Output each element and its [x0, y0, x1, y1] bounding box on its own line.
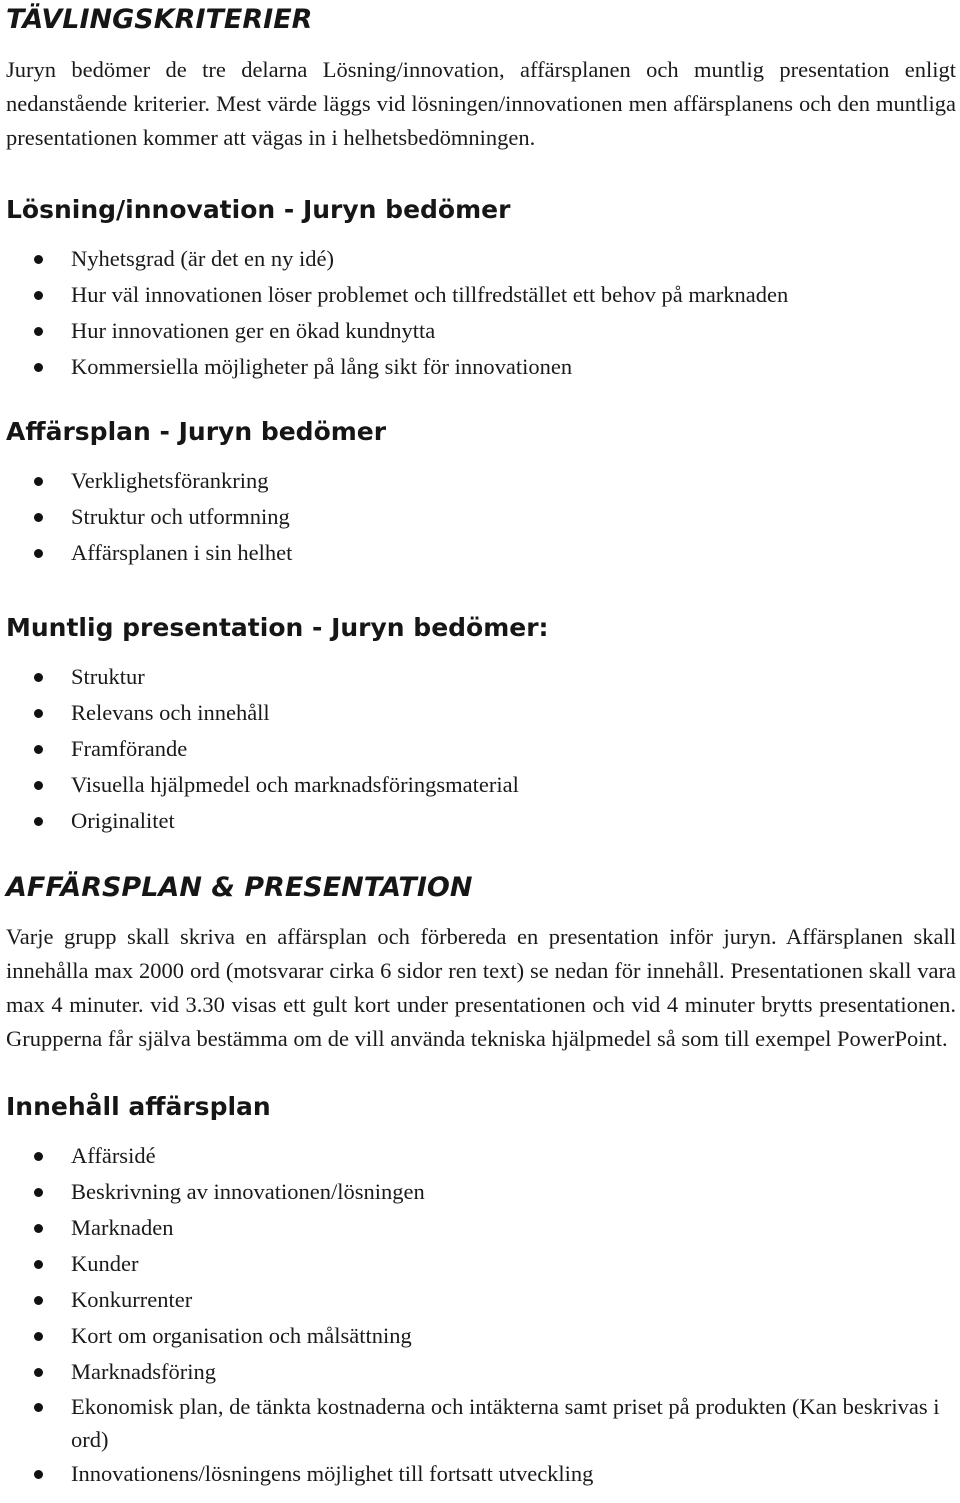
bullet-icon	[34, 1188, 43, 1197]
list-item: Beskrivning av innovationen/lösningen	[6, 1174, 956, 1210]
list-item: Affärsplanen i sin helhet	[6, 535, 956, 571]
bullet-icon	[34, 673, 43, 682]
bullet-icon	[34, 1224, 43, 1233]
list-item: Ekonomisk plan, de tänkta kostnaderna och intäkterna samt priset på produkten (Kan beskrivas i ord)	[6, 1390, 956, 1456]
bullet-icon	[34, 549, 43, 558]
bullet-icon	[34, 1296, 43, 1305]
list-item: Framförande	[6, 731, 956, 767]
bullet-icon	[34, 291, 43, 300]
business-plan-heading: Affärsplan - Juryn bedömer	[6, 417, 387, 446]
bullet-icon	[34, 781, 43, 790]
bullet-icon	[34, 477, 43, 486]
bullet-icon	[34, 513, 43, 522]
list-item: Nyhetsgrad (är det en ny idé)	[6, 241, 956, 277]
solution-list	[6, 241, 956, 385]
list-item: Innovationens/lösningens möjlighet till fortsatt utveckling	[6, 1456, 956, 1492]
presentation-heading: Muntlig presentation - Juryn bedömer:	[6, 613, 549, 642]
bullet-icon	[34, 1368, 43, 1377]
plan-contents-heading: Innehåll affärsplan	[6, 1092, 271, 1121]
plan-contents-list	[6, 1138, 956, 1492]
bullet-icon	[34, 1152, 43, 1161]
presentation-list	[6, 659, 956, 839]
list-item: Kunder	[6, 1246, 956, 1282]
plan-presentation-body: Varje grupp skall skriva en affärsplan och förbereda en presentation inför juryn. Affärsplanen skall innehålla max 2000 ord (motsvarar cirka 6 sidor ren text) se nedan för innehåll. Presentationen skall vara max 4 minuter. vid 3.30 visas ett gult kort under presentationen och vid 4 minuter brytts presentationen. Grupperna får själva bestämma om de vill använda tekniska hjälpmedel så som till exempel PowerPoint.	[6, 924, 956, 1051]
document-page	[6, 0, 956, 1492]
bullet-icon	[34, 255, 43, 264]
list-item: Kort om organisation och målsättning	[6, 1318, 956, 1354]
list-item: Hur innovationen ger en ökad kundnytta	[6, 313, 956, 349]
plan-presentation-heading: AFFÄRSPLAN & PRESENTATION	[6, 872, 473, 903]
bullet-icon	[34, 709, 43, 718]
competition-criteria-intro: Juryn bedömer de tre delarna Lösning/innovation, affärsplanen och muntlig presentation enligt nedanstående kriterier. Mest värde läggs vid lösningen/innovationen men affärsplanens och den muntliga presentationen kommer att vägas in i helhetsbedömningen.	[6, 57, 956, 150]
bullet-icon	[34, 1470, 43, 1479]
list-item: Struktur och utformning	[6, 499, 956, 535]
list-item: Struktur	[6, 659, 956, 695]
list-item: Verklighetsförankring	[6, 463, 956, 499]
solution-heading: Lösning/innovation - Juryn bedömer	[6, 195, 511, 224]
list-item: Marknaden	[6, 1210, 956, 1246]
bullet-icon	[34, 1403, 43, 1412]
list-item: Marknadsföring	[6, 1354, 956, 1390]
bullet-icon	[34, 817, 43, 826]
bullet-icon	[34, 363, 43, 372]
list-item: Visuella hjälpmedel och marknadsföringsmaterial	[6, 767, 956, 803]
bullet-icon	[34, 327, 43, 336]
competition-criteria-heading: TÄVLINGSKRITERIER	[6, 4, 313, 35]
list-item: Hur väl innovationen löser problemet och tillfredstället ett behov på marknaden	[6, 277, 956, 313]
bullet-icon	[34, 1332, 43, 1341]
business-plan-list	[6, 463, 956, 571]
list-item: Originalitet	[6, 803, 956, 839]
list-item: Relevans och innehåll	[6, 695, 956, 731]
bullet-icon	[34, 745, 43, 754]
bullet-icon	[34, 1260, 43, 1269]
list-item: Affärsidé	[6, 1138, 956, 1174]
list-item: Kommersiella möjligheter på lång sikt för innovationen	[6, 349, 956, 385]
list-item: Konkurrenter	[6, 1282, 956, 1318]
